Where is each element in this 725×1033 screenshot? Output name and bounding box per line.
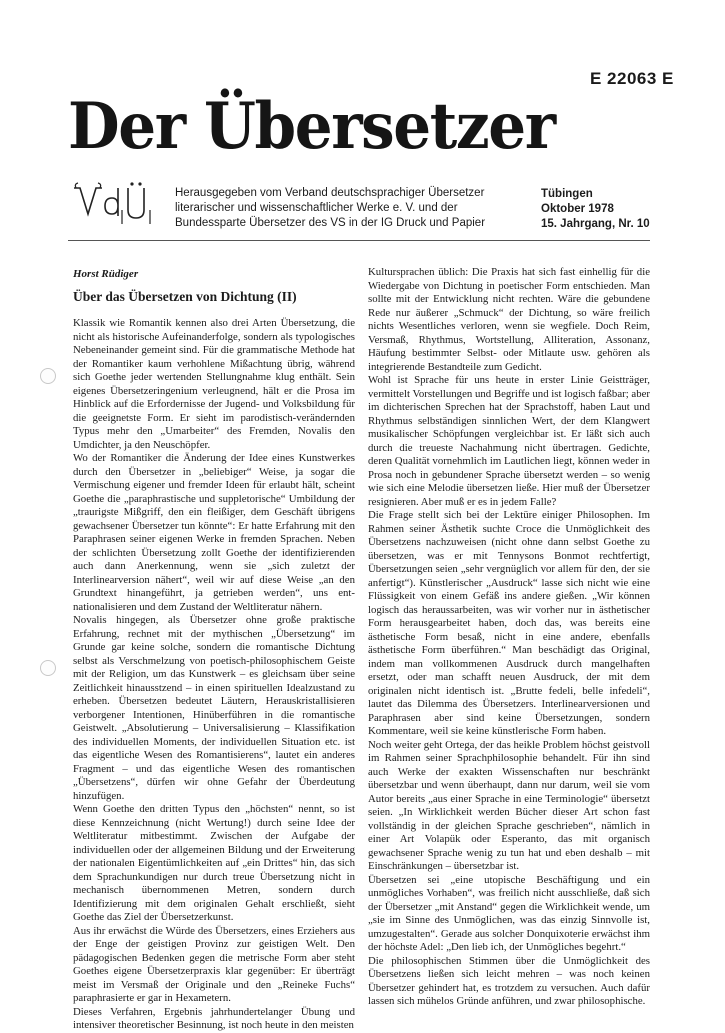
paragraph: Kultursprachen üblich: Die Praxis hat sich fast einhellig für die Wiedergabe von Dichtung in poetischer Form entschieden. Man sollte mit der Entwicklung nicht rechten. Wäre die gebundene Rede nur äußerer „Schmuck“ der Dichtung, so wäre freilich nichts Wesentliches verloren, wenn sie wegfiele. Doch Reim, Versmaß, Rhythmus, Wortstellung, Alliteration, Assonanz, Häufung bestimmter Selbst- oder Mitlaute usw. gehören als integrierende Bestandteile zum Gedicht. bbox=[368, 266, 650, 373]
paragraph: Wo der Romantiker die Änderung der Idee eines Kunstwerkes durch den Übersetzer in „beliebiger“ Weise, ja sogar die Vermischung eigener und fremder Ideen für erlaubt hält, scheint Goethe die „paraphrastische und suppletorische“ Umbildung der „traurigste Mißgriff, den ein fleißiger, dem Geschäft übrigens gewachsener Übersetzer tun könnte“: Er hatte Erfahrung mit den Paraphrasen seiner eigenen Werke in fremden Sprachen. Neben der schlichten Übersetzung zollt Goethe der identifizierenden auch dann Anerkennung, wenn sie „sich zuletzt der Interlinearversion nähert“, weil wir auf diese Weise „an den Grundtext hinangeführt, ja getrieben werden“, uns ent-nationalisieren und dem Zustand der Weltliteratur nähern. bbox=[73, 452, 355, 613]
paragraph: Übersetzen sei „eine utopische Beschäftigung und ein unmögliches Vorhaben“, was freilich nicht ausschließe, daß sich der Übersetzer „mit Anstand“ gegen die Wirklichkeit wende, um „sie im Sinne des Unmöglichen, was das einzig Sinnvolle ist, umzugestalten“. Gerade aus solcher Donquixoterie erwächst ihm der höchste Adel: „Den lieb ich, der Unmögliches begehrt.“ bbox=[368, 873, 650, 953]
masthead-title: Der Übersetzer bbox=[68, 89, 555, 164]
paragraph: Klassik wie Romantik kennen also drei Arten Übersetzung, die nicht als historische Aufeinanderfolge, sondern als typologisches Nebeneinander gemeint sind. Für die grammatische Methode hat der Romantiker kaum verhohlene Mißachtung übrig, während sich Goethe jeder wertenden Stellungnahme klug enthält. Sein eigenes Übersetzeringenium verleugnend, hält er die Prosa im Hinblick auf die Erfordernisse der Jugend- und Volksbildung für die geeignetste Form. Er sieht im parodistisch-verändernden Typus mehr den „Umarbeiter“ des Fremden, Novalis den Umdichter, ja den Neuschöpfer. bbox=[73, 317, 355, 451]
vdu-logo-icon bbox=[72, 180, 154, 230]
issn-number: E 22063 E bbox=[590, 69, 674, 88]
publisher-info bbox=[175, 186, 515, 231]
punch-hole bbox=[40, 660, 56, 676]
publisher-line: literarischer und wissenschaftlicher Werke e. V. und der bbox=[175, 202, 458, 214]
publisher-line: Bundessparte Übersetzer des VS in der IG Druck und Papier bbox=[175, 217, 486, 229]
paragraph: Aus ihr erwächst die Würde des Übersetzers, eines Erziehers aus der Enge der geistigen Provinz zur geistigen Welt. Den pädagogischen Bedenken gegen die metrische Form aber steht Goethes eigene Übersetzerpraxis klar gegenüber: Er überträgt meist im Versmaß der Originale und den „Reineke Fuchs“ paraphrasierte er gar in Hexametern. bbox=[73, 924, 355, 1004]
punch-hole bbox=[40, 368, 56, 384]
article-column-left bbox=[73, 268, 355, 1033]
paragraph: Noch weiter geht Ortega, der das heikle Problem höchst geistvoll im Rahmen seiner Sprachphilosophie behandelt. Für ihn sind auch Werke der exakten Wissenschaften nur beschränkt übersetzbar und wenn überhaupt, dann nur darum, weil sie vom Autor bereits „aus einer Sprache in eine Terminologie“ übersetzt seien. „In Wirklichkeit werden Bücher dieser Art schon fast vollständig in der gleichen Sprache geschrieben“, nämlich in einer Art Volapük oder Esperanto, das mit organisch gewachsener Sprache wenig zu tun hat und eben deshalb – mit Einschränkungen – übersetzbar ist. bbox=[368, 738, 650, 872]
issue-info bbox=[541, 187, 671, 232]
paragraph: Novalis hingegen, als Übersetzer ohne große praktische Erfahrung, rechnet mit der mythischen „Übersetzung“ im Grunde gar keine solche, sondern die romantische Dichtung selbst als Verschmelzung von poetisch-philosophischem Geiste mit der Religion, um das Kunstwerk – es gleichsam über seine Zeitlichkeit hinausstzend – in einen spirituellen Idealzustand zu erheben. Übersetzen bedeutet Läutern, Herauskristallisieren verborgener Intentionen, Hinüberführen in die romantische Geistwelt. „Absolutierung – Universalisierung – Klassifikation des individuellen Moments, der individuellen Situation etc. ist das eigentliche Wesen des Romantisierens“, lautet ein anderes Fragment – und das eigentliche Wesen des romantischen „Übersetzens“, dürfen wir ohne Gefahr der Überdeutung hinzufügen. bbox=[73, 614, 355, 802]
publisher-line: Herausgegeben vom Verband deutschsprachiger Übersetzer bbox=[175, 187, 485, 199]
paragraph: Die Frage stellt sich bei der Lektüre einiger Philosophen. Im Rahmen seiner Ästhetik suchte Croce die Unmöglichkeit des Übersetzens nachzuweisen (nicht ohne dann selbst Goethe zu übersetzen, was er mit Tennysons Bonmot rechtfertigt, Übersetzungen seien „sehr vergnüglich vor allem für den, der sie anfertigt“). Künstlerischer „Ausdruck“ lasse sich nicht wie eine Flüssigkeit von einem Gefäß ins andere gießen. „Wir können logisch das heraussarbeiten, was wir vorher nur in ästhetischer Form herausgearbeitet haben, doch das, was bereits eine ästhetische Form besaß, nicht in eine andere, ebenfalls ästhetische Form überführen.“ Man beschädigt das Original, indem man vollkommenen Ausdruck durch mangelhaften ersetzt, oder man schafft neuen Ausdruck, der mit dem originalen nicht identisch ist. „Brutte fedeli, belle infedeli“, lautet das Dilemma des Übersetzers. Interlinearversionen und Paraphrasen aber sind keine Übersetzungen, sondern Kommentare, weil sie keine künstlerische Form haben. bbox=[368, 509, 650, 737]
article-author: Horst Rüdiger bbox=[73, 268, 139, 280]
issue-place: Tübingen bbox=[541, 188, 593, 200]
issue-date: Oktober 1978 bbox=[541, 203, 614, 215]
paragraph: Wenn Goethe den dritten Typus den „höchsten“ nennt, so ist diese Kennzeichnung (nicht Wertung!) durch seine Idee der Weltliteratur mitbestimmt. Zwischen der Aufgabe der individuellen oder der allgemeinen Bildung und der Erweiterung der nationalen Eigentümlichkeiten auf „ein Drittes“ hin, das sich dem Sprachunkundigen nur durch treue Übersetzung nicht in mechanisch übernommenen Metren, sondern durch Identifizierung mit dem originalen Gehalt erschließt, sieht Goethe das Ziel der Übersetzerkunst. bbox=[73, 803, 355, 923]
article-column-right bbox=[368, 266, 650, 1009]
issue-volume: 15. Jahrgang, Nr. 10 bbox=[541, 218, 650, 230]
paragraph: Dieses Verfahren, Ergebnis jahrhundertelanger Übung und intensiver theoretischer Besinnung, ist noch heute in den meisten bbox=[73, 1005, 355, 1031]
vdu-logo bbox=[72, 180, 154, 230]
header-divider bbox=[68, 240, 650, 241]
paragraph: Wohl ist Sprache für uns heute in erster Linie Geistträger, vermittelt Vorstellungen und Begriffe und ist logisch faßbar; aber im dichterischen Sprechen hat der Sprachstoff, haben Laut und Rhythmus selbständigen sinnlichen Wert, der dem Klangwert musikalischer Schöpfungen vergleichbar ist. Er läßt sich auch durch die treueste Nachahmung nicht übertragen. Gedichte, deren Qualität vornehmlich im Lautlichen liegt, können weder in Prosa noch in gebundener Sprache übersetzt werden – so wenig wie sich eine Melodie übersetzen ließe. Hier muß der Übersetzer resignieren. Aber muß er es in jedem Falle? bbox=[368, 374, 650, 508]
article-title: Über das Übersetzen von Dichtung (II) bbox=[73, 288, 297, 304]
paragraph: Die philosophischen Stimmen über die Unmöglichkeit des Übersetzens ließen sich leicht mehren – was noch keinen Übersetzer gehindert hat, es trotzdem zu versuchen. Auch dafür lassen sich mühelos Gründe anführen, und zwar philosophische. bbox=[368, 954, 650, 1007]
